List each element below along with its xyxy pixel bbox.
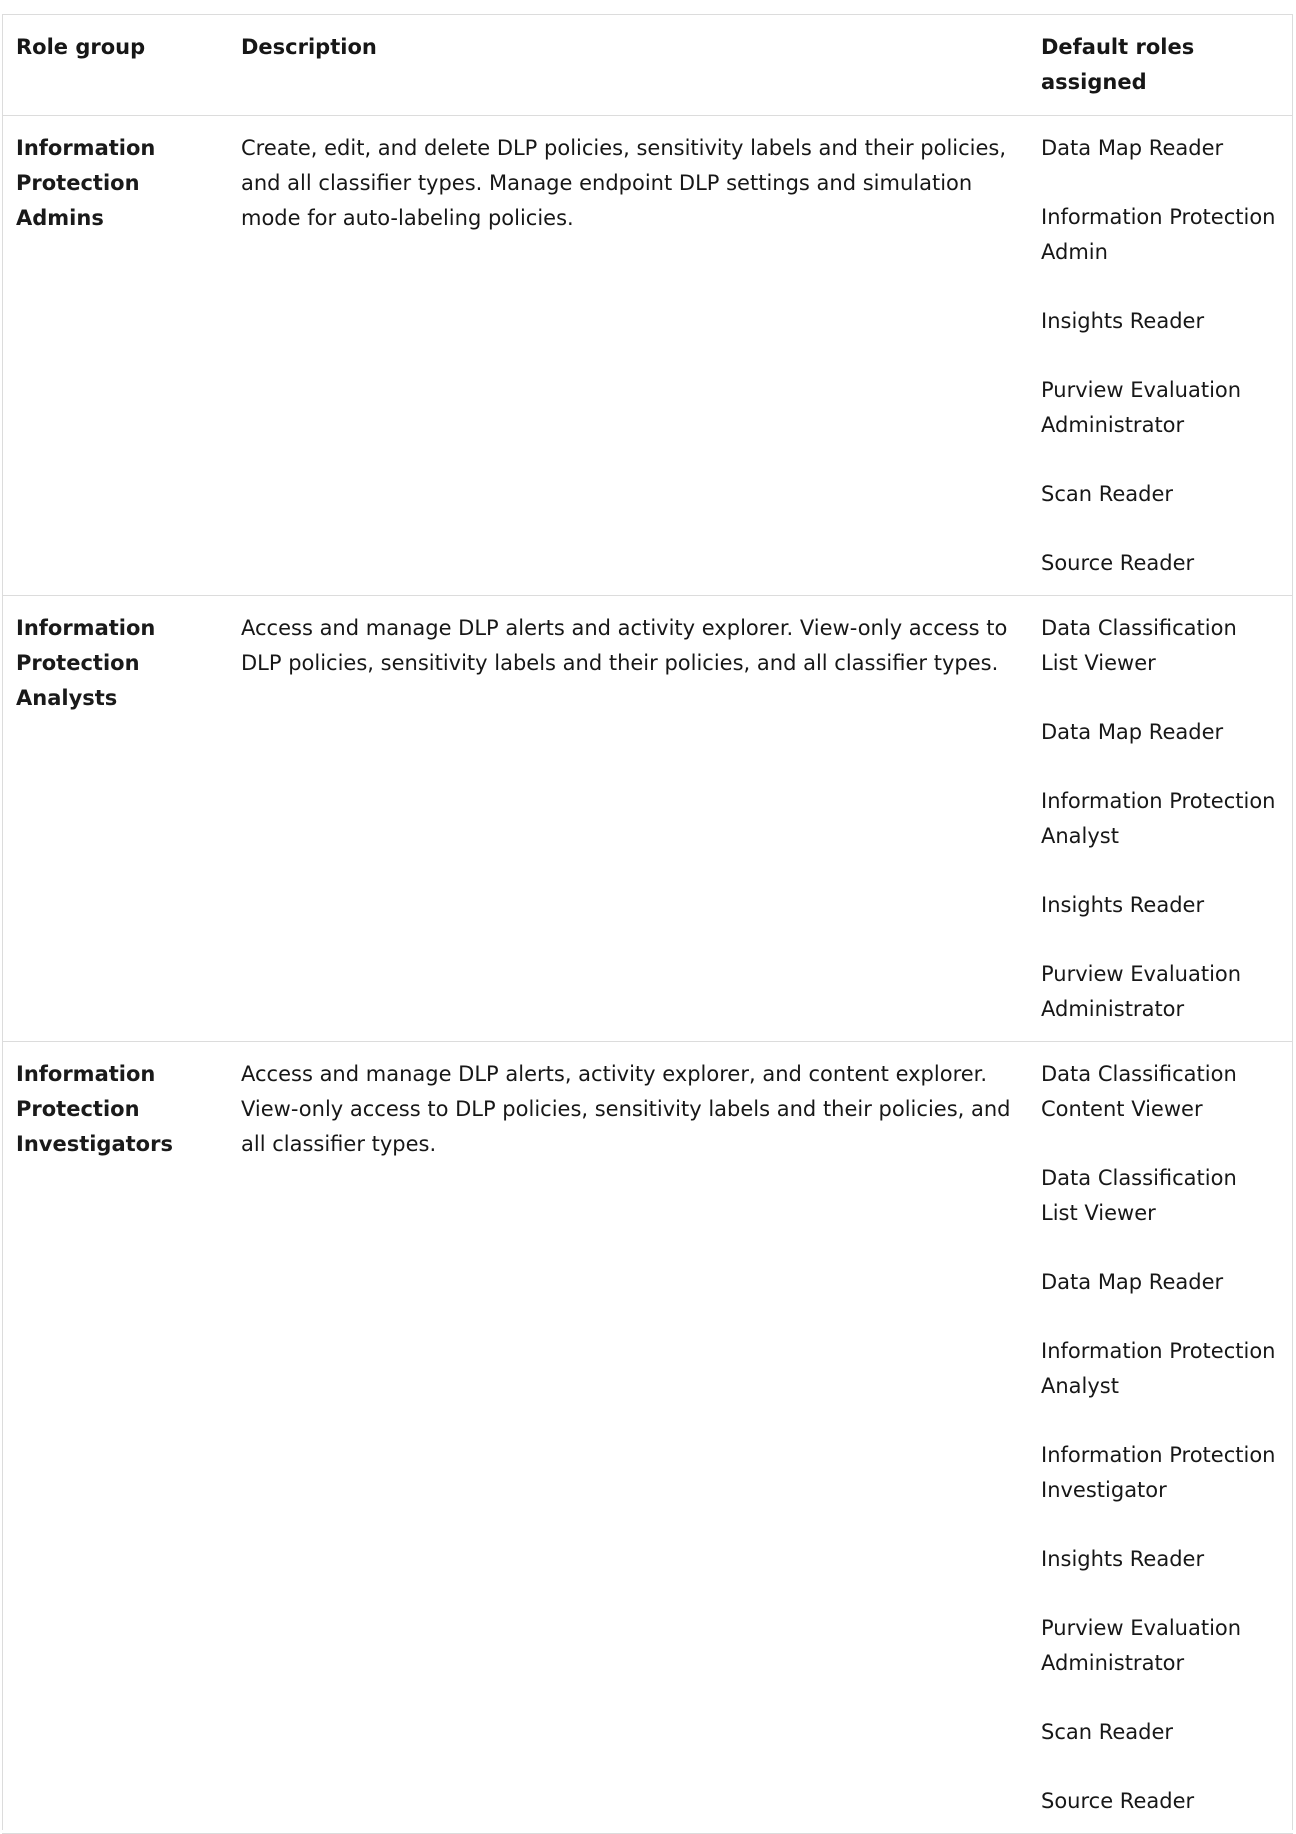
role-group-description: Access and manage DLP alerts, activity explorer, and content explorer. View-only access to DLP policies, sensitivity labels and their policies, and all classifier types. [241,1062,1011,1156]
header-row [2,15,1293,116]
default-role-item: Purview Evaluation Administrator [1041,962,1242,1021]
default-role-item: Insights Reader [1041,893,1205,917]
header-description: Description [241,35,377,59]
default-role-item: Insights Reader [1041,309,1205,333]
default-role-item: Information Protection Analyst [1041,1339,1276,1398]
default-role-item: Data Map Reader [1041,1270,1224,1294]
role-groups-table [2,14,1293,1834]
role-group-description: Create, edit, and delete DLP policies, sensitivity labels and their policies, and all classifier types. Manage endpoint DLP settings and simulation mode for auto-labeling policies. [241,136,1007,230]
role-group-name: Information Protection Analysts [16,616,156,710]
header-role-group: Role group [16,35,146,59]
default-role-item: Insights Reader [1041,1547,1205,1571]
default-role-item: Purview Evaluation Administrator [1041,1616,1242,1675]
default-role-item: Information Protection Investigator [1041,1443,1276,1502]
default-role-item: Data Classification Content Viewer [1041,1062,1237,1121]
default-roles-cell [1027,596,1293,1042]
default-roles-list [1041,131,1279,581]
role-group-name: Information Protection Admins [16,136,156,230]
default-role-item: Scan Reader [1041,482,1174,506]
role-group-description: Access and manage DLP alerts and activity explorer. View-only access to DLP policies, sensitivity labels and their policies, and all classifier types. [241,616,1008,675]
default-role-item: Data Classification List Viewer [1041,616,1237,675]
default-role-item: Scan Reader [1041,1720,1174,1744]
role-groups-table-container [2,14,1293,1834]
table-body [2,116,1293,1834]
default-role-item: Source Reader [1041,551,1195,575]
role-group-name: Information Protection Investigators [16,1062,173,1156]
default-role-item: Data Map Reader [1041,720,1224,744]
default-role-item: Information Protection Analyst [1041,789,1276,848]
table-row [2,596,1293,1042]
default-roles-cell [1027,116,1293,596]
default-roles-list [1041,1057,1279,1819]
table-row [2,1042,1293,1834]
default-roles-cell [1027,1042,1293,1834]
default-role-item: Data Map Reader [1041,136,1224,160]
default-role-item: Source Reader [1041,1789,1195,1813]
default-role-item: Purview Evaluation Administrator [1041,378,1242,437]
table-header [2,15,1293,116]
default-roles-list [1041,611,1279,1027]
table-row [2,116,1293,596]
default-role-item: Information Protection Admin [1041,205,1276,264]
header-default-roles: Default roles assigned [1041,35,1195,94]
default-role-item: Data Classification List Viewer [1041,1166,1237,1225]
